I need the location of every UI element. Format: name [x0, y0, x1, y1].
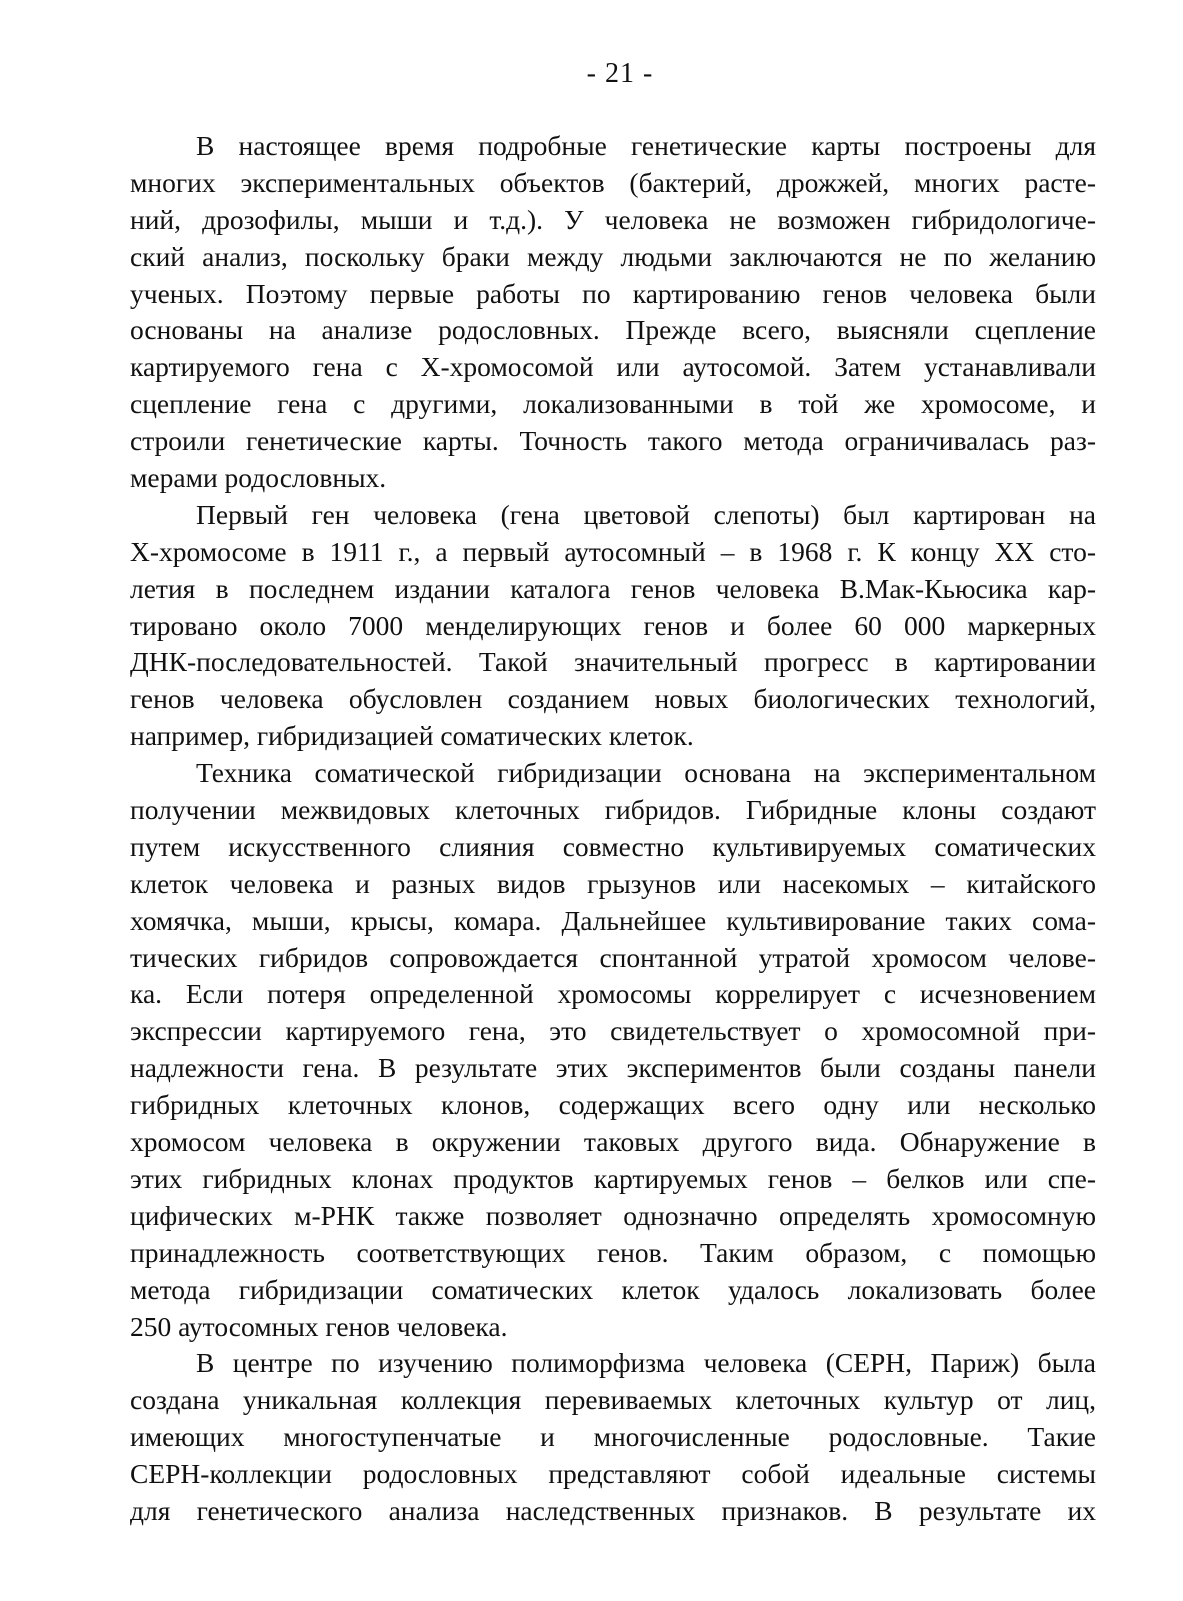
text-line: создана уникальная коллекция перевиваемых клеточных культур от лиц,	[130, 1384, 1096, 1416]
text-line: В центре по изучению полиморфизма человека (CEPH, Париж) была	[196, 1347, 1096, 1379]
text-line: строили генетические карты. Точность такого метода ограничивалась раз-	[130, 425, 1096, 457]
text-line: хромосом человека в окружении таковых другого вида. Обнаружение в	[130, 1126, 1096, 1158]
text-line: основаны на анализе родословных. Прежде всего, выясняли сцепление	[130, 314, 1096, 346]
text-line: клеток человека и разных видов грызунов или насекомых – китайского	[130, 867, 1096, 899]
text-line: например, гибридизацией соматических клеток.	[130, 720, 694, 752]
text-line: Первый ген человека (гена цветовой слепоты) был картирован на	[196, 498, 1096, 530]
text-line: многих экспериментальных объектов (бактерий, дрожжей, многих расте-	[130, 166, 1096, 198]
text-line: CEPH-коллекции родословных представляют собой идеальные системы	[130, 1458, 1096, 1490]
text-line: путем искусственного слияния совместно культивируемых соматических	[130, 830, 1096, 862]
text-line: для генетического анализа наследственных признаков. В результате их	[130, 1494, 1096, 1526]
text-line: этих гибридных клонах продуктов картируемых генов – белков или спе-	[130, 1162, 1096, 1194]
text-line: надлежности гена. В результате этих экспериментов были созданы панели	[130, 1052, 1096, 1084]
text-line: В настоящее время подробные генетические карты построены для	[196, 130, 1096, 161]
text-line: получении межвидовых клеточных гибридов. Гибридные клоны создают	[130, 794, 1096, 826]
text-line: имеющих многоступенчатые и многочисленные родословные. Такие	[130, 1421, 1096, 1453]
text-line: ний, дрозофилы, мыши и т.д.). У человека не возможен гибридологиче-	[130, 203, 1096, 235]
text-line: летия в последнем издании каталога генов человека В.Мак-Кьюсика кар-	[130, 572, 1096, 604]
text-line: Х-хромосоме в 1911 г., а первый аутосомный – в 1968 г. К концу XX сто-	[130, 535, 1096, 567]
text-line: ученых. Поэтому первые работы по картированию генов человека были	[130, 277, 1096, 309]
body-text	[130, 128, 1096, 1530]
text-line: ДНК-последовательностей. Такой значительный прогресс в картировании	[130, 646, 1096, 678]
text-line: метода гибридизации соматических клеток удалось локализовать более	[130, 1273, 1096, 1305]
text-line: сцепление гена с другими, локализованными в той же хромосоме, и	[130, 388, 1096, 420]
text-line: гибридных клеточных клонов, содержащих всего одну или несколько	[130, 1089, 1096, 1121]
text-line: мерами родословных.	[130, 462, 387, 494]
page-number: - 21 -	[586, 58, 654, 89]
text-line: тировано около 7000 менделирующих генов и более 60 000 маркерных	[130, 609, 1096, 641]
text-line: Техника соматической гибридизации основана на экспериментальном	[196, 757, 1096, 789]
text-line: цифических м-РНК также позволяет однозначно определять хромосомную	[130, 1199, 1096, 1231]
text-line: ский анализ, поскольку браки между людьми заключаются не по желанию	[130, 240, 1096, 272]
text-line: 250 аутосомных генов человека.	[130, 1310, 508, 1342]
text-line: принадлежность соответствующих генов. Таким образом, с помощью	[130, 1236, 1096, 1268]
text-line: тических гибридов сопровождается спонтанной утратой хромосом челове-	[130, 941, 1096, 973]
text-line: генов человека обусловлен созданием новых биологических технологий,	[130, 683, 1096, 715]
text-line: экспрессии картируемого гена, это свидетельствует о хромосомной при-	[130, 1015, 1096, 1047]
text-line: хомячка, мыши, крысы, комара. Дальнейшее культивирование таких сома-	[130, 904, 1096, 936]
text-line: картируемого гена с Х-хромосомой или аутосомой. Затем устанавливали	[130, 351, 1096, 383]
text-line: ка. Если потеря определенной хромосомы коррелирует с исчезновением	[130, 978, 1096, 1010]
